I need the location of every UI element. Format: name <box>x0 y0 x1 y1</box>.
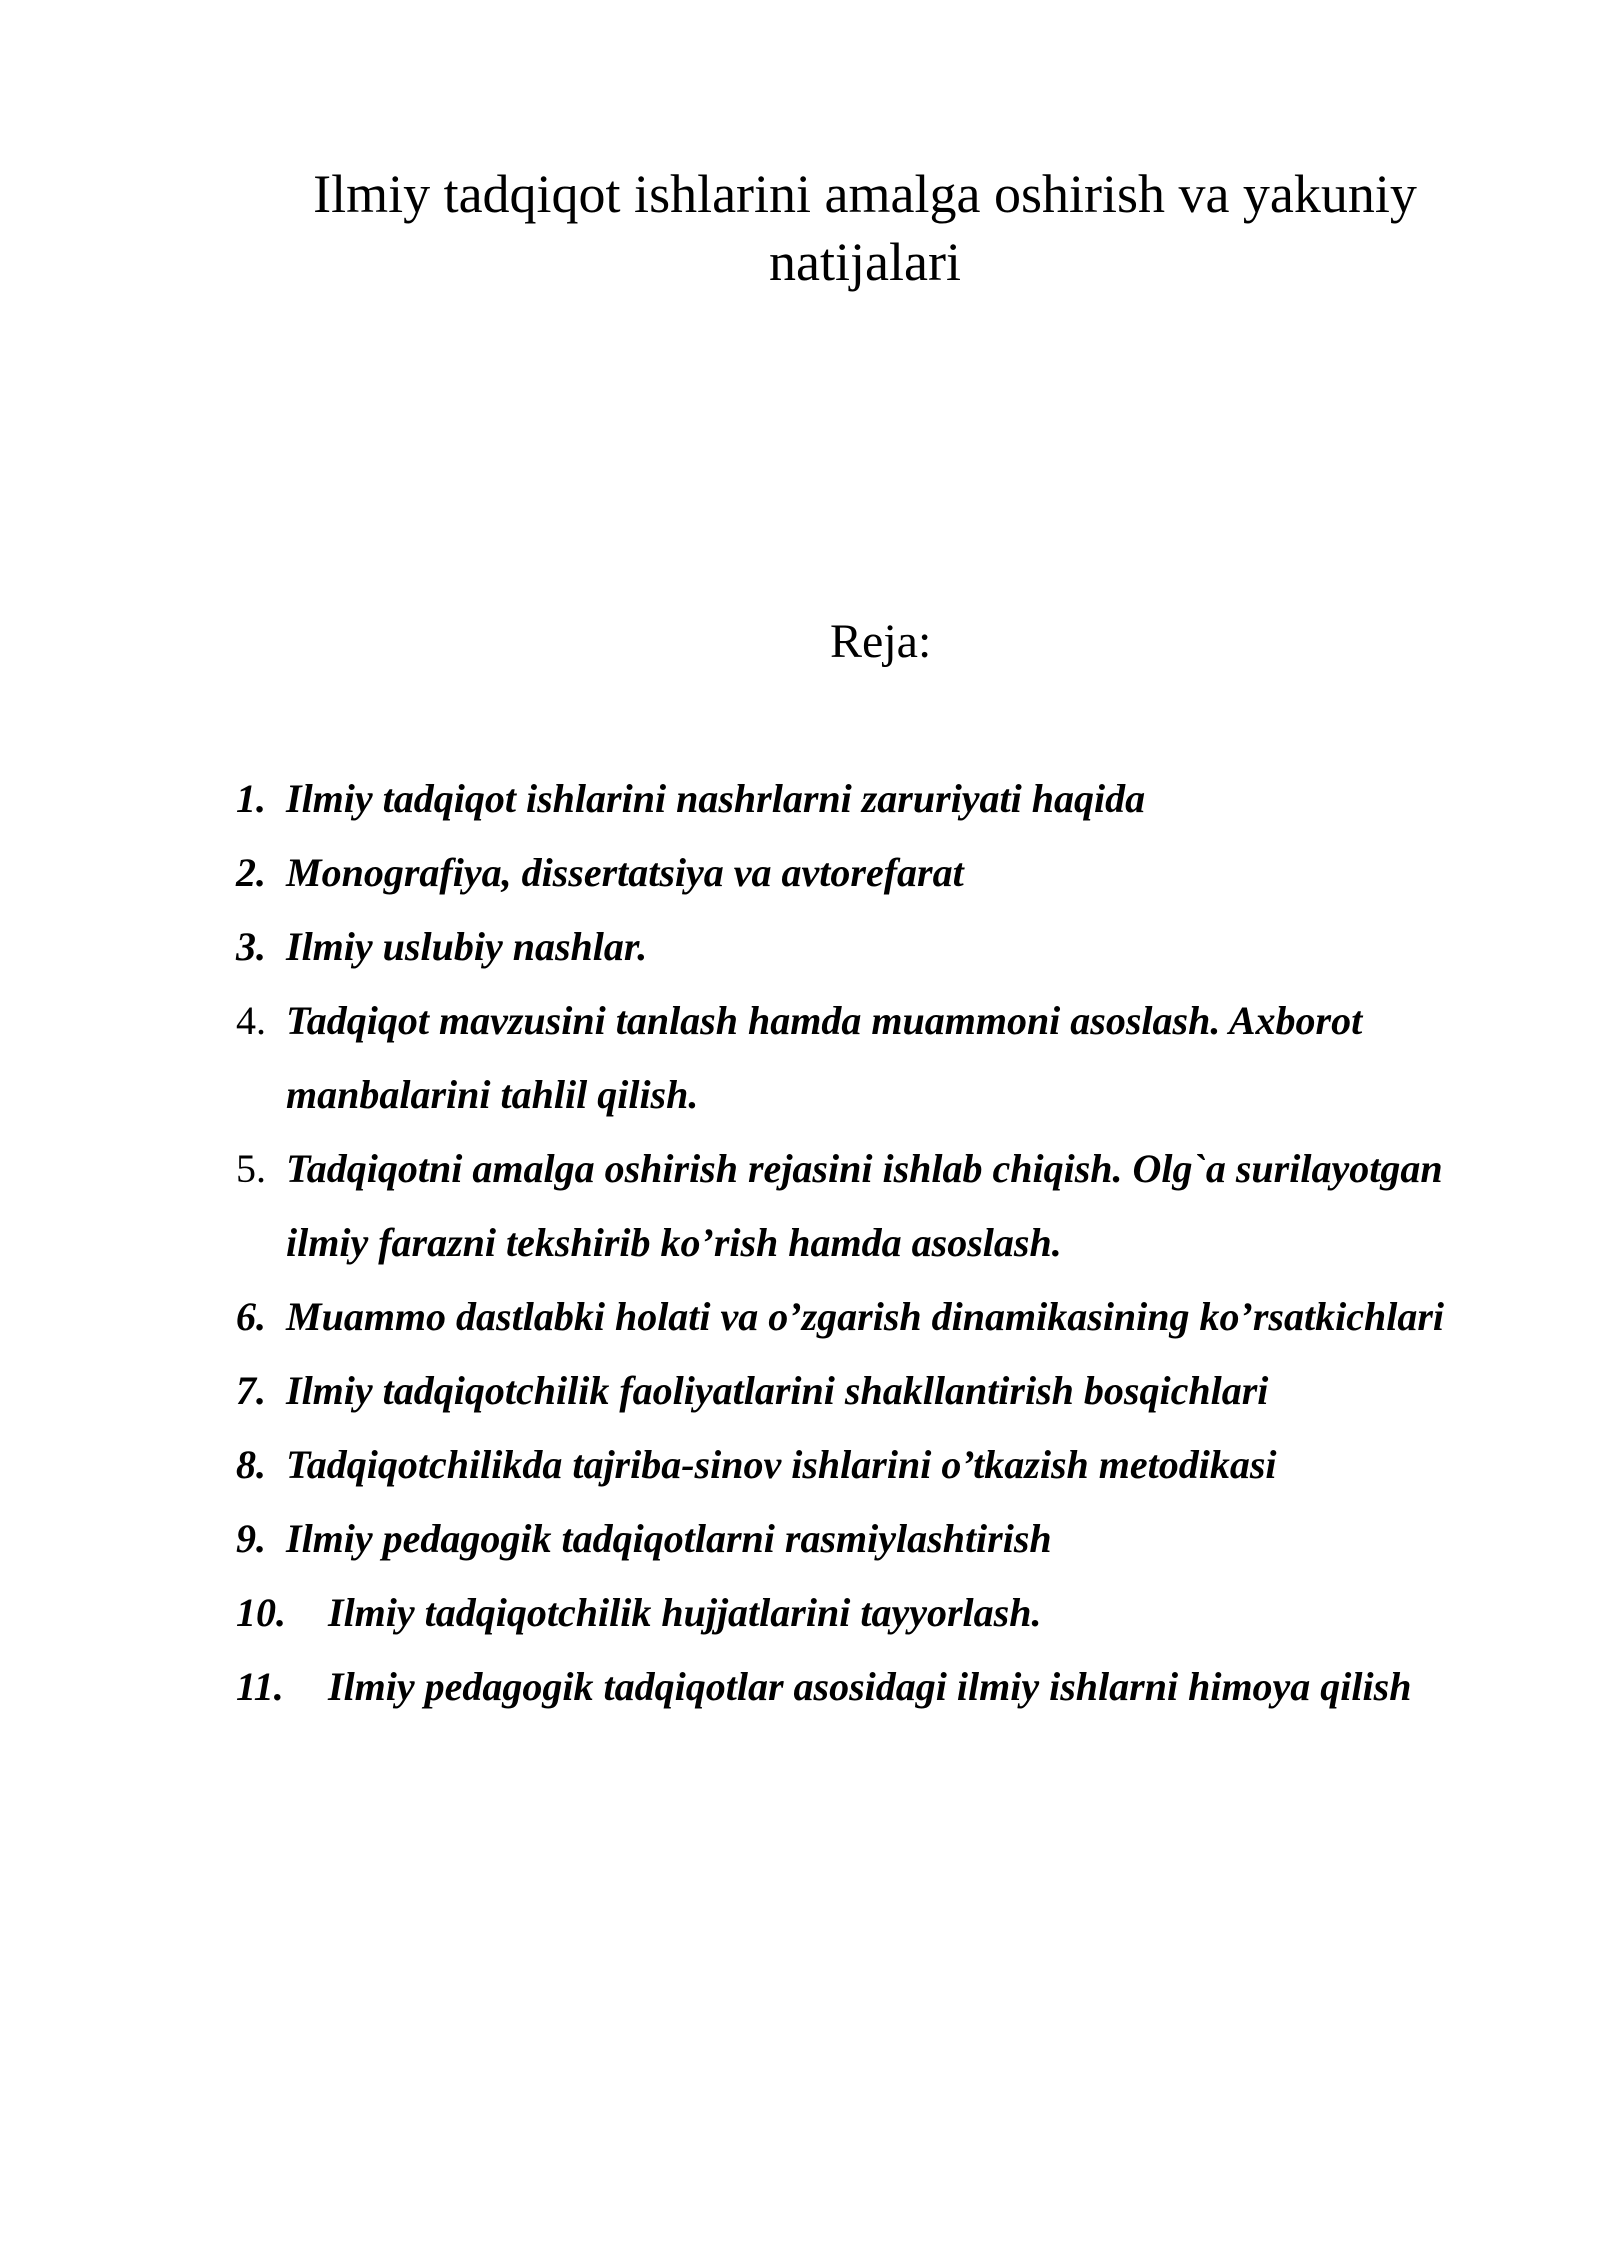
item-text: Ilmiy pedagogik tadqiqotlar asosidagi ilmiy ishlarni himoya qilish <box>328 1664 1412 1709</box>
plan-item-8 <box>236 1428 1476 1502</box>
item-text: Tadqiqotni amalga oshirish rejasini ishlab chiqish. Olg`a surilayotgan ilmiy farazni tekshirib ko’rish hamda asoslash. <box>286 1146 1443 1265</box>
item-text: Ilmiy tadqiqotchilik faoliyatlarini shakllantirish bosqichlari <box>286 1368 1269 1413</box>
plan-item-5 <box>236 1132 1476 1280</box>
item-number: 8. <box>236 1442 266 1487</box>
item-number: 3. <box>236 924 266 969</box>
item-text: Tadqiqot mavzusini tanlash hamda muammoni asoslash. Axborot manbalarini tahlil qilish. <box>286 998 1363 1117</box>
item-text: Ilmiy pedagogik tadqiqotlarni rasmiylashtirish <box>286 1516 1052 1561</box>
item-number: 11. <box>236 1664 284 1709</box>
item-number: 10. <box>236 1590 286 1635</box>
plan-item-6 <box>236 1280 1476 1354</box>
item-number: 7. <box>236 1368 266 1413</box>
item-text: Ilmiy tadqiqot ishlarini nashrlarni zaruriyati haqida <box>286 776 1146 821</box>
plan-item-9 <box>236 1502 1476 1576</box>
item-number: 5. <box>236 1146 266 1191</box>
item-text: Tadqiqotchilikda tajriba-sinov ishlarini o’tkazish metodikasi <box>286 1442 1277 1487</box>
plan-item-4 <box>236 984 1476 1132</box>
plan-heading: Reja: <box>830 615 932 668</box>
item-number: 4. <box>236 998 266 1043</box>
plan-list <box>236 762 1476 1724</box>
item-text: Ilmiy tadqiqotchilik hujjatlarini tayyorlash. <box>328 1590 1042 1635</box>
item-text: Ilmiy uslubiy nashlar. <box>286 924 648 969</box>
item-number: 1. <box>236 776 266 821</box>
item-text: Monografiya, dissertatsiya va avtorefarat <box>286 850 964 895</box>
item-text: Muammo dastlabki holati va o’zgarish dinamikasining ko’rsatkichlari <box>286 1294 1445 1339</box>
item-number: 6. <box>236 1294 266 1339</box>
item-number: 9. <box>236 1516 266 1561</box>
plan-item-2 <box>236 836 1476 910</box>
plan-item-11 <box>236 1650 1476 1724</box>
item-number: 2. <box>236 850 266 895</box>
plan-item-3 <box>236 910 1476 984</box>
page-title: Ilmiy tadqiqot ishlarini amalga oshirish va yakuniy natijalari <box>313 164 1417 292</box>
plan-item-1 <box>236 762 1476 836</box>
plan-item-10 <box>236 1576 1476 1650</box>
plan-item-7 <box>236 1354 1476 1428</box>
